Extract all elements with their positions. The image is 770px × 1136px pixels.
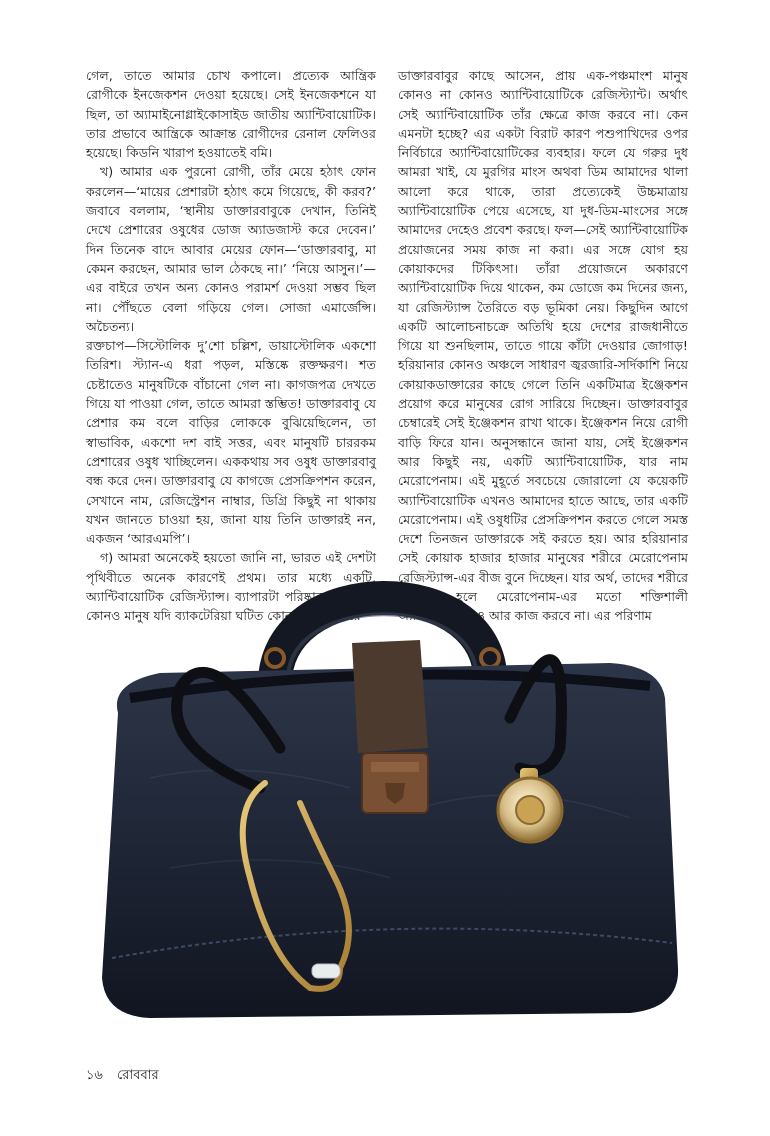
article-paragraph: ডাক্তারবাবুর কাছে আসেন, প্রায় এক-পঞ্চমাংশ মানুষ কোনও না কোনও অ্যান্টিবায়োটিকে রেজিস্ট্যান্ট। অর্থাৎ সেই অ্যান্টিবায়োটিক তাঁর ক্ষেত্রে কাজ করবে না। কেন এমনটা হচ্ছে? এর একটা বিরাট কারণ পশুপাখিদের ওপর নির্বিচারে অ্যান্টিবায়োটিকের ব্যবহার। ফলে যে গরুর দুধ আমরা খাই, যে মুরগির মাংস অথবা ডিম আমাদের থালা আলো করে থাকে, তারা প্রত্যেকেই উচ্চমাত্রায় অ্যান্টিবায়োটিক পেয়ে এসেছে, যা দুধ-ডিম-মাংসের সঙ্গে আমাদের দেহেও প্রবেশ করছে। ফল—সেই অ্যান্টিবায়োটিক প্রয়োজনের সময় কাজ না করা। এর সঙ্গে যোগ হয় কোয়াকদের টিকিৎসা। তাঁরা প্রয়োজনে অকারণে অ্যান্টিবায়োটিক দিয়ে থাকেন, কম ডোজে কম দিনের জন্য, যা রেজিস্ট্যান্স তৈরিতে বড় ভূমিকা নেয়। কিছুদিন আগে একটি আলোচনাচক্রে অতিথি হয়ে দেশের রাজধানীতে গিয়ে যা শুনছিলাম, তাতে গায়ে কাঁটা দেওয়ার জোগাড়! হরিয়ানার কোনও অঞ্চলে সাধারণ জ্বরজারি-সর্দিকাশি নিয়ে কোয়াকডাক্তারের কাছে গেলে তিনি একটিমাত্র ইঞ্জেকশন প্রয়োগ করে মানুষের রোগ সারিয়ে দিচ্ছেন। ডাক্তারবাবুর চেম্বারেই সেই ইঞ্জেকশন রাখা থাকে। ইঞ্জেকশন নিয়ে রোগী বাড়ি ফিরে যান। অনুসন্ধানে জানা যায়, সেই ইঞ্জেকশন আর কিছুই নয়, একটি অ্যান্টিবায়োটিক, যার নাম মেরোপেনাম। এই মুহূর্তে সবচেয়ে জোরালো যে কয়েকটি অ্যান্টিবায়োটিক এখনও আমাদের হাতে আছে, তার একটি মেরোপেনাম। এই ওষুধটির প্রেসক্রিপশন করতে গেলে সমস্ত দেশে তিনজন ডাক্তারকে সই করতে হয়। আর হরিয়ানার সেই কোয়াক হাজার হাজার মানুষের শরীরে মেরোপেনাম রেজিস্ট্যান্স-এর বীজ বুনে দিচ্ছেন। যার অর্থ, তাদের শরীরে সংক্রমণ হলে মেরোপেনাম-এর মতো শক্তিশালী অ্যান্টিবায়োটিকও আর কাজ করবে না। এর পরিণাম <box>398 68 688 624</box>
article-column-left <box>86 66 376 626</box>
page-footer <box>86 1066 169 1087</box>
article-paragraph: গেল, তাতে আমার চোখ কপালে। প্রত্যেক আন্ত্রিক রোগীকে ইনজেকশন দেওয়া হয়েছে। সেই ইনজেকশনে যা ছিল, তা অ্যামাইনোগ্লাইকোসাইড জাতীয় অ্যান্টিবায়োটিক। তার প্রভাবে আন্ত্রিকে আক্রান্ত রোগীদের রেনাল ফেলিওর হয়েছে। কিডনি খারাপ হওয়াতেই বমি। <box>86 68 376 161</box>
article-column-right <box>398 66 688 626</box>
stethoscope-clip <box>312 964 340 978</box>
doctor-bag-stethoscope-image <box>90 548 690 1048</box>
magazine-name: রোববার <box>117 1068 159 1083</box>
article-paragraph: রক্তচাপ—সিস্টোলিক দু’শো চল্লিশ, ডায়াস্টোলিক একশো তিরিশ। স্ট্যান-এ ধরা পড়ল, মস্তিষ্কে রক্তক্ষরণ। শত চেষ্টাতেও মানুষটিকে বাঁচানো গেল না। কাগজপত্র দেখতে গিয়ে যা পাওয়া গেল, তাতে আমরা স্তম্ভিত! ডাক্তারবাবু যে প্রেশার কম বলে বাড়ির লোককে বুঝিয়েছিলেন, তা স্বাভাবিক, একশো দশ বাই সত্তর, এবং মানুষটি চাররকম প্রেশারের ওষুধ খাচ্ছিলেন। এককথায় সব ওষুধ ডাক্তারবাবু বন্ধ করে দেন। ডাক্তারবাবু যে কাগজে প্রেসক্রিপশন করেন, সেখানে নাম, রেজিস্ট্রেশন নাম্বার, ডিগ্রি কিছুই না থাকায় যখন জানতে চাওয়া হয়, জানা যায় তিনি ডাক্তারই নন, একজন ‘আরএমপি’। <box>86 338 376 547</box>
article-paragraph: গ) আমরা অনেকেই হয়তো জানি না, ভারত এই দেশটা পৃথিবীতে অনেক কারণেই প্রথম। তার মধ্যে একটি, অ্যান্টিবায়োটিক রেজিস্ট্যান্স। ব্যাপারটা পরিষ্কার করে দিই। কোনও মানুষ যদি ব্যাকটেরিয়া ঘটিত কোনও অসুখ নিয়ে <box>86 550 376 624</box>
page-number: ১৬ <box>86 1068 103 1083</box>
bag-strap <box>352 640 428 753</box>
article-paragraph: খ) আমার এক পুরনো রোগী, তাঁর মেয়ে হঠাৎ ফোন করলেন—‘মায়ের প্রেশারটা হঠাৎ কমে গিয়েছে, কী করব?’ জবাবে বললাম, ‘স্থানীয় ডাক্তারবাবুকে দেখান, তিনিই দেখে প্রেশারের ওষুধের ডোজ অ্যাডজাস্ট করে দেবেন।’ দিন তিনেক বাদে আবার মেয়ের ফোন—‘ডাক্তারবাবু, মা কেমন করছেন, আমার ভাল ঠেকছে না।’ ‘নিয়ে আসুন।’—এর বাইরে তখন অন্য কোনও পরামর্শ দেওয়া সম্ভব ছিল না। পৌঁছতে বেলা গড়িয়ে গেল। সোজা এমার্জেন্সি। অচৈতন্য। <box>86 164 376 334</box>
